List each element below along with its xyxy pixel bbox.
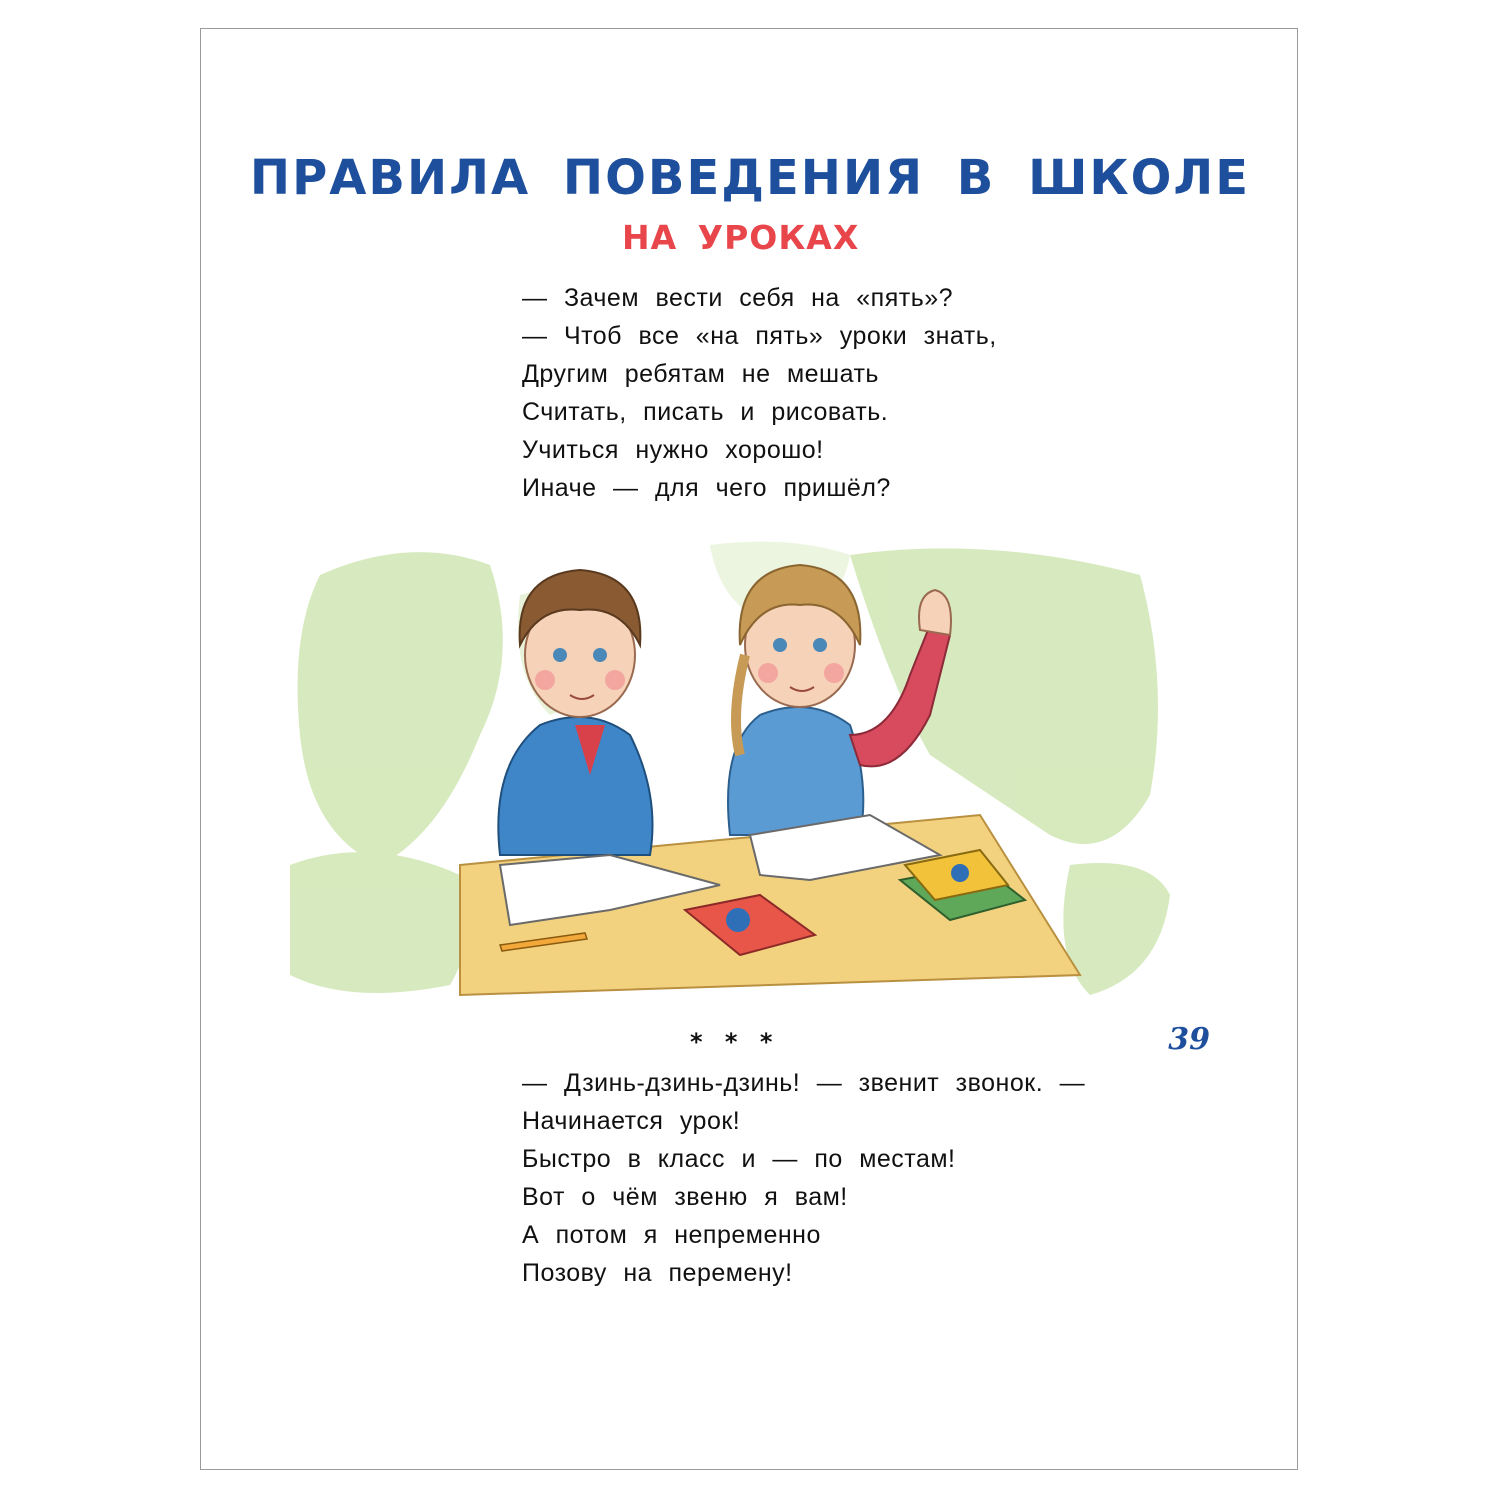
poem-line: Считать, писать и рисовать. <box>522 398 889 426</box>
poem-line: Учиться нужно хорошо! <box>522 436 824 464</box>
poem-line: Позову на перемену! <box>522 1259 793 1287</box>
poem-line: Начинается урок! <box>522 1107 741 1135</box>
page-number: 39 <box>1168 1022 1210 1057</box>
poem-second <box>522 1064 1085 1292</box>
poem-line: Другим ребятам не мешать <box>522 360 879 388</box>
poem-line: — Зачем вести себя на «пять»? <box>522 284 954 312</box>
poem-line: Вот о чём звеню я вам! <box>522 1183 848 1211</box>
poem-first <box>522 279 997 507</box>
classroom-illustration <box>290 535 1170 1005</box>
poem-line: Иначе — для чего пришёл? <box>522 474 891 502</box>
poem-line: — Дзинь-дзинь-дзинь! — звенит звонок. — <box>522 1069 1086 1097</box>
boy-figure <box>498 570 652 855</box>
section-separator: * * * <box>690 1028 777 1056</box>
poem-line: Быстро в класс и — по местам! <box>522 1145 956 1173</box>
poem-line: — Чтоб все «на пять» уроки знать, <box>522 322 997 350</box>
poem-line: А потом я непременно <box>522 1221 821 1249</box>
page-title: ПРАВИЛА ПОВЕДЕНИЯ В ШКОЛЕ <box>249 150 1251 206</box>
section-subtitle: НА УРОКАХ <box>622 218 860 257</box>
